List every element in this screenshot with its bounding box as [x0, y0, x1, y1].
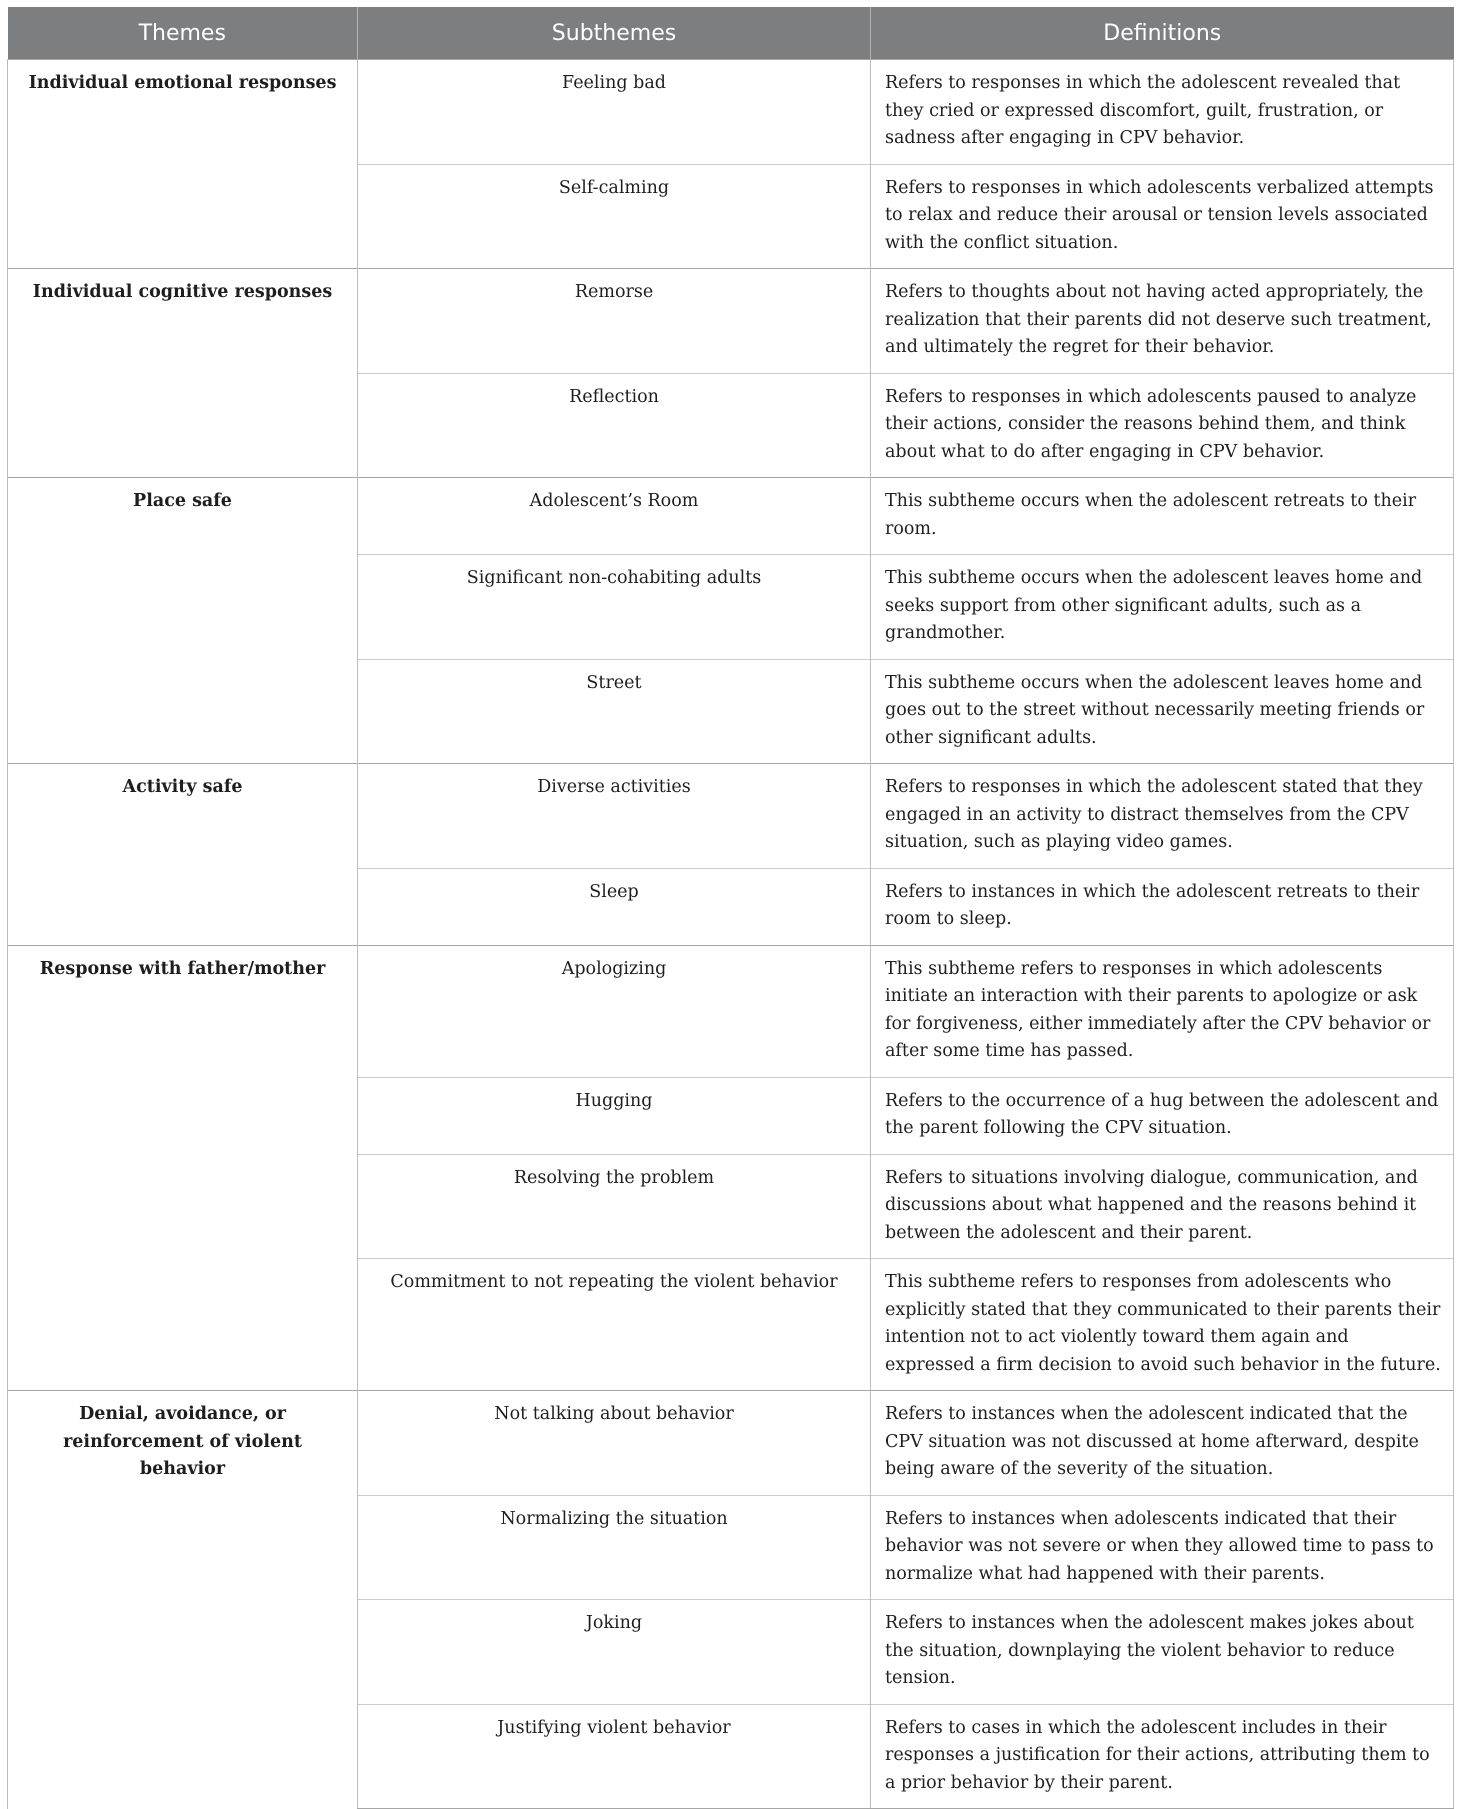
definition-cell: This subtheme occurs when the adolescent retreats to their room.	[871, 478, 1454, 555]
subtheme-cell: Joking	[358, 1600, 871, 1705]
definition-cell: Refers to the occurrence of a hug between the adolescent and the parent following the CPV situation.	[871, 1077, 1454, 1154]
definition-cell: This subtheme refers to responses in which adolescents initiate an interaction with their parents to apologize or ask for forgiveness, either immediately after the CPV behavior or after some time has passed.	[871, 945, 1454, 1077]
definition-cell: Refers to situations involving dialogue, communication, and discussions about what happened and the reasons behind it between the adolescent and their parent.	[871, 1154, 1454, 1259]
subtheme-cell: Diverse activities	[358, 764, 871, 869]
theme-cell: Denial, avoidance, or reinforcement of violent behavior	[8, 1391, 358, 1809]
definition-cell: Refers to responses in which adolescents verbalized attempts to relax and reduce their arousal or tension levels associated with the conflict situation.	[871, 164, 1454, 269]
definition-cell: Refers to instances in which the adolescent retreats to their room to sleep.	[871, 868, 1454, 945]
table-row	[8, 60, 1454, 165]
definition-cell: Refers to thoughts about not having acted appropriately, the realization that their parents did not deserve such treatment, and ultimately the regret for their behavior.	[871, 269, 1454, 374]
header-row	[8, 7, 1454, 60]
subtheme-cell: Self-calming	[358, 164, 871, 269]
table-body	[8, 60, 1454, 1809]
table-row	[8, 945, 1454, 1077]
table-row	[8, 269, 1454, 374]
subtheme-cell: Street	[358, 659, 871, 764]
definition-cell: This subtheme occurs when the adolescent leaves home and goes out to the street without necessarily meeting friends or other significant adults.	[871, 659, 1454, 764]
theme-cell: Activity safe	[8, 764, 358, 946]
subtheme-cell: Commitment to not repeating the violent behavior	[358, 1259, 871, 1391]
table-row	[8, 764, 1454, 869]
theme-cell: Response with father/mother	[8, 945, 358, 1391]
subtheme-cell: Adolescent’s Room	[358, 478, 871, 555]
definition-cell: Refers to instances when adolescents indicated that their behavior was not severe or when they allowed time to pass to normalize what had happened with their parents.	[871, 1495, 1454, 1600]
subtheme-cell: Significant non-cohabiting adults	[358, 555, 871, 660]
themes-table	[7, 7, 1454, 1809]
definition-cell: Refers to responses in which the adolescent revealed that they cried or expressed discomfort, guilt, frustration, or sadness after engaging in CPV behavior.	[871, 60, 1454, 165]
subtheme-cell: Hugging	[358, 1077, 871, 1154]
definition-cell: Refers to instances when the adolescent indicated that the CPV situation was not discussed at home afterward, despite being aware of the severity of the situation.	[871, 1391, 1454, 1496]
table-header	[8, 7, 1454, 60]
subtheme-cell: Not talking about behavior	[358, 1391, 871, 1496]
table-row	[8, 478, 1454, 555]
subtheme-cell: Apologizing	[358, 945, 871, 1077]
definition-cell: This subtheme occurs when the adolescent leaves home and seeks support from other significant adults, such as a grandmother.	[871, 555, 1454, 660]
subtheme-cell: Feeling bad	[358, 60, 871, 165]
column-header-definitions: Definitions	[871, 7, 1454, 60]
subtheme-cell: Normalizing the situation	[358, 1495, 871, 1600]
column-header-subthemes: Subthemes	[358, 7, 871, 60]
column-header-themes: Themes	[8, 7, 358, 60]
definition-cell: Refers to instances when the adolescent makes jokes about the situation, downplaying the violent behavior to reduce tension.	[871, 1600, 1454, 1705]
definition-cell: This subtheme refers to responses from adolescents who explicitly stated that they communicated to their parents their intention not to act violently toward them again and expressed a firm decision to avoid such behavior in the future.	[871, 1259, 1454, 1391]
subtheme-cell: Justifying violent behavior	[358, 1704, 871, 1809]
theme-cell: Individual cognitive responses	[8, 269, 358, 478]
subtheme-cell: Reflection	[358, 373, 871, 478]
table-row	[8, 1391, 1454, 1496]
definition-cell: Refers to responses in which the adolescent stated that they engaged in an activity to distract themselves from the CPV situation, such as playing video games.	[871, 764, 1454, 869]
subtheme-cell: Sleep	[358, 868, 871, 945]
definition-cell: Refers to cases in which the adolescent includes in their responses a justification for their actions, attributing them to a prior behavior by their parent.	[871, 1704, 1454, 1809]
theme-cell: Place safe	[8, 478, 358, 764]
subtheme-cell: Remorse	[358, 269, 871, 374]
subtheme-cell: Resolving the problem	[358, 1154, 871, 1259]
definition-cell: Refers to responses in which adolescents paused to analyze their actions, consider the reasons behind them, and think about what to do after engaging in CPV behavior.	[871, 373, 1454, 478]
theme-cell: Individual emotional responses	[8, 60, 358, 269]
